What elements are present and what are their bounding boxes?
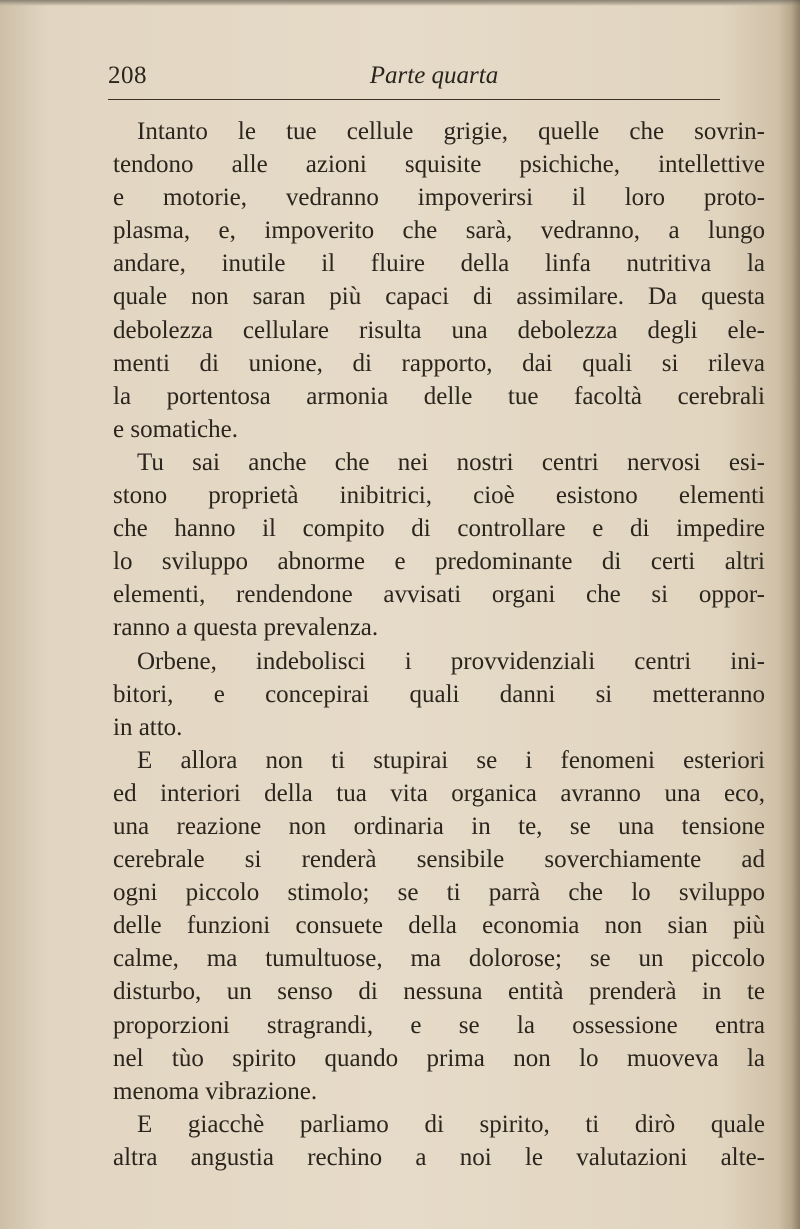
- text-line: disturbo, un senso di nessuna entità prenderà in te: [113, 978, 765, 1006]
- text-line: altra angustia rechino a noi le valutazioni alte-: [113, 1143, 765, 1171]
- page-number: 208: [108, 62, 147, 89]
- text-line: una reazione non ordinaria in te, se una tensione: [113, 812, 765, 840]
- text-line: plasma, e, impoverito che sarà, vedranno, a lungo: [113, 217, 765, 245]
- text-line: bitori, e concepirai quali danni si metteranno: [113, 680, 765, 708]
- text-line: E giacchè parliamo di spirito, ti dirò quale: [137, 1110, 765, 1138]
- text-line: cerebrale si renderà sensibile soverchiamente ad: [113, 846, 765, 874]
- body-text: [113, 115, 765, 1174]
- text-line: stono proprietà inibitrici, cioè esistono elementi: [113, 482, 765, 510]
- text-line: Tu sai anche che nei nostri centri nervosi esi-: [137, 448, 765, 476]
- text-line: ed interiori della tua vita organica avranno una eco,: [113, 779, 765, 807]
- text-line: proporzioni stragrandi, e se la ossessione entra: [113, 1011, 765, 1039]
- text-line: in atto.: [113, 713, 183, 741]
- header-rule: [108, 99, 720, 100]
- text-line: andare, inutile il fluire della linfa nutritiva la: [113, 250, 765, 278]
- text-line: ogni piccolo stimolo; se ti parrà che lo sviluppo: [113, 879, 765, 907]
- text-line: debolezza cellulare risulta una debolezza degli ele-: [113, 316, 765, 344]
- text-line: E allora non ti stupirai se i fenomeni esteriori: [137, 746, 765, 774]
- text-line: quale non saran più capaci di assimilare. Da questa: [113, 283, 765, 311]
- text-line: calme, ma tumultuose, ma dolorose; se un piccolo: [113, 945, 765, 973]
- running-title: Parte quarta: [369, 62, 499, 89]
- page-right-edge-shadow: [778, 0, 800, 1229]
- text-line: menoma vibrazione.: [113, 1077, 318, 1105]
- text-line: menti di unione, di rapporto, dai quali si rileva: [113, 349, 765, 377]
- text-line: Orbene, indebolisci i provvidenziali centri ini-: [137, 647, 765, 675]
- text-line: delle funzioni consuete della economia non sian più: [113, 912, 765, 940]
- text-line: la portentosa armonia delle tue facoltà cerebrali: [113, 382, 765, 410]
- running-head: [108, 62, 720, 102]
- text-line: ranno a questa prevalenza.: [113, 614, 379, 642]
- text-line: e motorie, vedranno impoverirsi il loro proto-: [113, 184, 765, 212]
- page-top-edge: [0, 0, 800, 6]
- text-line: tendono alle azioni squisite psichiche, intellettive: [113, 151, 765, 179]
- text-line: lo sviluppo abnorme e predominante di certi altri: [113, 548, 765, 576]
- text-line: che hanno il compito di controllare e di impedire: [113, 515, 765, 543]
- text-line: elementi, rendendone avvisati organi che si oppor-: [113, 581, 765, 609]
- text-line: Intanto le tue cellule grigie, quelle che sovrin-: [137, 118, 765, 145]
- text-line: e somatiche.: [113, 415, 238, 443]
- text-line: nel tùo spirito quando prima non lo muoveva la: [113, 1044, 765, 1072]
